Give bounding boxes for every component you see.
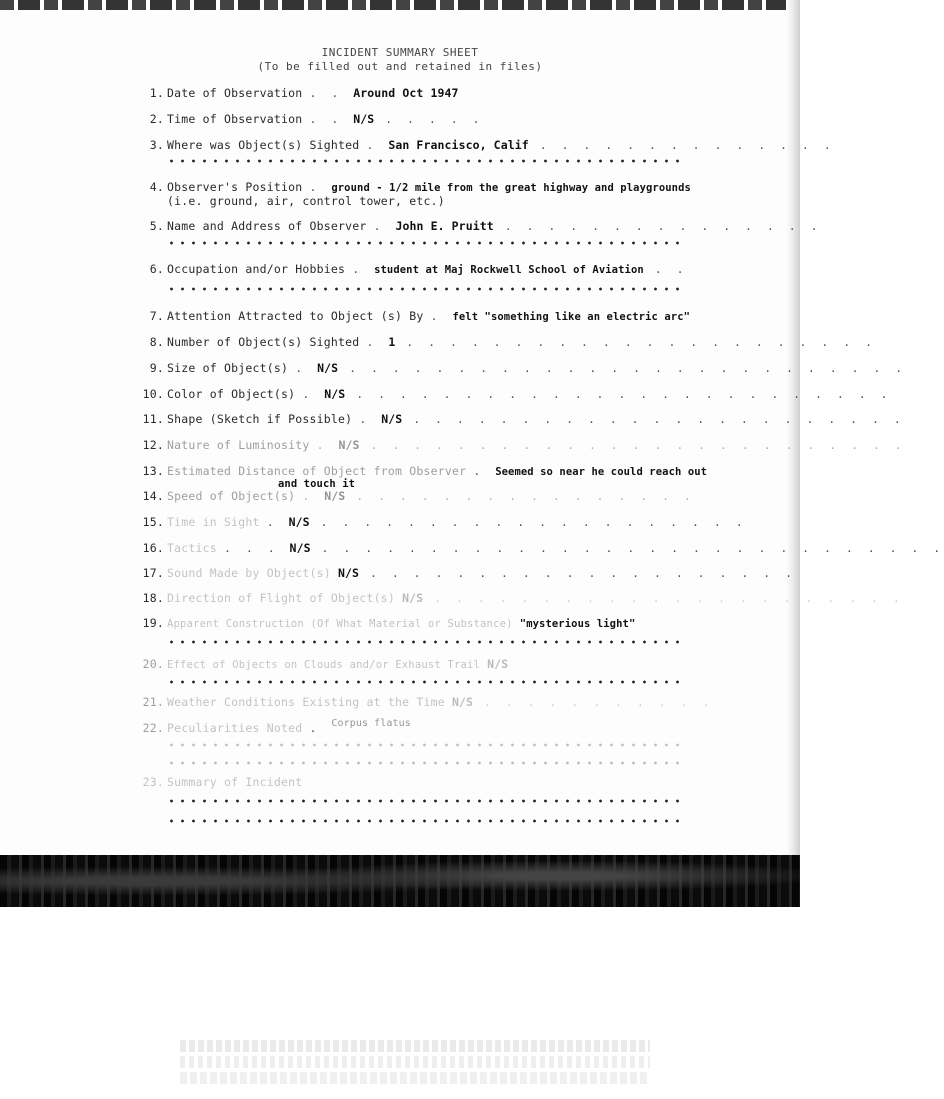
item-value: San Francisco, Calif — [388, 138, 529, 152]
item-label: Sound Made by Object(s) — [167, 566, 331, 580]
item-value: N/S — [337, 566, 360, 580]
continuation-dots — [166, 158, 686, 164]
item-value: ground - 1/2 mile from the great highway and playgrounds — [331, 182, 691, 194]
sheet-title: INCIDENT SUMMARY SHEET — [321, 46, 479, 59]
item-value: student at Maj Rockwell School of Aviation — [374, 264, 644, 276]
item-value: Corpus flatus — [331, 718, 411, 729]
item-label: Time of Observation — [167, 112, 303, 126]
continuation-dots — [166, 818, 686, 824]
item-label: Where was Object(s) Sighted — [167, 138, 360, 152]
item-value: N/S — [487, 657, 509, 671]
continuation-dots — [166, 798, 686, 804]
item-value: "mysterious light" — [519, 618, 636, 630]
item-value: N/S — [288, 515, 310, 529]
continuation-dots — [166, 742, 686, 748]
document-page: INCIDENT SUMMARY SHEET (To be filled out and retained in files) 1. Date of Observation . . Around Oct 1947 2. Time of Observation . . N/S . . . . . 3. Where was Object(s) Sighted . San Francisco, Calif . . . . . . . . . . . . . . 4. Observer's Position . ground - 1/2 mile from the great highway and playgrounds (i.e. ground, air, control tower, etc.) 5. Name and Address of Observer . John E. Pruitt . . . . . . . . . . . . . . . 6. Occupation and/or Hobbies . student at Maj Rockwell School of Aviation . . 7. Attention Attracted to Object (s) By . felt "something like an electric arc" 8. Number of Object(s) Sighted . 1 . . . . . . . . . . . . . . . . . . . . . . 9. Size of Object(s) . N/S . . . . . . . . . . . . . . . . . . . . . . . . . . 10. Color of Object(s) . N/S . . . . . . . . . . . . . . . . . . . . . . . . . 11. Shape (Sketch if Possible) . N/S . . . . . . . . . . . . . . . . . . . . . . . 12. Nature of Luminosity . N/S . . . . . . . . . . . . . . . . . . . . . . . . . 13. Estimated Distance of Object from Observer . Seemed so near he could reach out and touch it 14. Speed of Object(s) . N/S . . . . . . . . . . . . . . . . 15. Time in Sight . N/S . . . . . . . . . . . . . . . . . . . . 16. Tactics . . . N/S . . . . . . . . . . . . . . . . . . . . . . . . . . . . . 17. Sound Made by Object(s) N/S . . . . . . . . . . . . . . . . . . . . 18. Direction of Flight of Object(s) N/S . . . . . . . . . . . . . . . . . . . . . . 19. Apparent Construction (Of What Material or Substance) "mysterious light" 20. Effect of Objects on Clouds and/or Exhaust Trail N/S 21. Weather Conditions Existing at the Time N/S . . . . . . . . . . . 22. Peculiarities Noted . Corpus flatus 23. Summary of Incident — [0, 0, 800, 855]
item-label: Summary of Incident — [167, 775, 303, 789]
item-label: Number of Object(s) Sighted — [167, 335, 360, 349]
item-label: Peculiarities Noted — [167, 721, 303, 735]
scan-dark-band — [0, 855, 800, 907]
continuation-dots — [166, 240, 686, 246]
item-value: N/S — [381, 412, 403, 426]
item-label: Size of Object(s) — [167, 361, 289, 375]
continuation-dots — [166, 679, 686, 685]
item-value: N/S — [317, 361, 339, 375]
item-label: Tactics — [167, 541, 217, 555]
item-value: N/S — [402, 591, 424, 605]
item-value: Around Oct 1947 — [353, 86, 459, 100]
continuation-dots — [166, 286, 686, 292]
continuation-dots — [166, 639, 686, 645]
item-label: Weather Conditions Existing at the Time — [167, 695, 445, 709]
bleed-through-text — [180, 1040, 650, 1084]
item-label: Speed of Object(s) — [167, 489, 296, 503]
item-label: Estimated Distance of Object from Observer — [167, 464, 467, 478]
item-label: Nature of Luminosity — [167, 438, 310, 452]
item-label: Name and Address of Observer — [167, 219, 367, 233]
item-label: Time in Sight — [167, 515, 260, 529]
sheet-subtitle: (To be filled out and retained in files) — [257, 60, 543, 73]
item-13-continued: and touch it — [278, 478, 356, 490]
item-label: Color of Object(s) — [167, 387, 296, 401]
item-label: Apparent Construction (Of What Material or Substance) — [167, 618, 513, 630]
scan-top-edge — [0, 0, 800, 10]
item-value: N/S — [451, 695, 474, 709]
item-value: N/S — [324, 489, 346, 503]
item-label: Occupation and/or Hobbies — [167, 262, 346, 276]
item-label: Shape (Sketch if Possible) — [167, 412, 353, 426]
item-label: Date of Observation — [167, 86, 303, 100]
item-label: Attention Attracted to Object (s) By — [167, 309, 424, 323]
item-value: N/S — [353, 112, 375, 126]
item-value: N/S — [324, 387, 346, 401]
item-label: Observer's Position — [167, 180, 303, 194]
item-value: 1 — [388, 335, 396, 349]
item-value: John E. Pruitt — [395, 219, 494, 233]
item-label: Effect of Objects on Clouds and/or Exhaust Trail — [167, 659, 481, 671]
continuation-dots — [166, 760, 686, 766]
item-value: N/S — [338, 438, 360, 452]
item-label: Direction of Flight of Object(s) — [167, 591, 395, 605]
item-value: N/S — [289, 541, 311, 555]
item-value: Seemed so near he could reach out — [495, 466, 708, 478]
scan-right-edge — [786, 0, 800, 855]
item-value: felt "something like an electric arc" — [452, 311, 691, 323]
